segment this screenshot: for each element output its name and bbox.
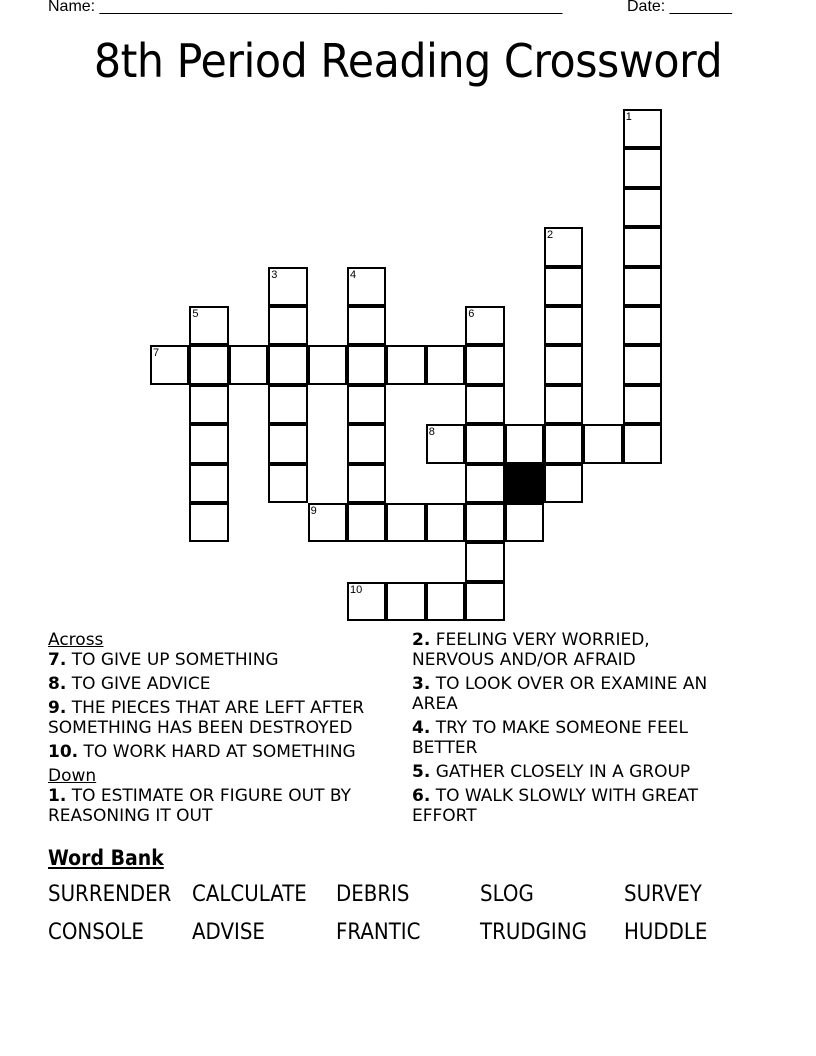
word-bank-item: HUDDLE [624,920,708,945]
clue-text: GATHER CLOSELY IN A GROUP [430,762,691,782]
crossword-cell[interactable] [189,385,228,424]
crossword-cell[interactable] [189,503,228,542]
word-bank-item: CONSOLE [48,920,144,945]
crossword-cell[interactable] [347,306,386,345]
clue-number: 8. [48,674,67,694]
clue-text: TO GIVE ADVICE [66,674,211,694]
crossword-cell[interactable] [268,306,307,345]
clue-number: 1. [48,786,67,806]
clue-number-label: 7 [153,347,160,360]
name-field[interactable]: Name: ____________________________________________________ [48,0,563,15]
crossword-cell[interactable] [623,109,662,148]
crossword-cell[interactable] [465,542,504,581]
crossword-cell[interactable] [544,267,583,306]
clue-text: TO GIVE UP SOMETHING [66,650,279,670]
crossword-cell[interactable] [347,267,386,306]
crossword-cell[interactable] [623,385,662,424]
crossword-cell[interactable] [544,464,583,503]
across-heading: Across [48,630,104,650]
crossword-cell[interactable] [623,345,662,384]
clue-number-label: 8 [428,426,435,439]
crossword-cell[interactable] [189,345,228,384]
crossword-cell[interactable] [505,503,544,542]
crossword-cell[interactable] [347,464,386,503]
clue-number-label: 10 [350,583,363,596]
crossword-black-cell [505,464,544,503]
word-bank-item: DEBRIS [336,882,410,907]
clue-number: 4. [412,718,431,738]
crossword-cell[interactable] [150,345,189,384]
down-heading: Down [48,766,97,786]
crossword-cell[interactable] [465,345,504,384]
crossword-cell[interactable] [347,424,386,463]
crossword-cell[interactable] [465,464,504,503]
crossword-cell[interactable] [544,306,583,345]
crossword-cell[interactable] [505,424,544,463]
clue-number: 5. [412,762,431,782]
clue-text: TO LOOK OVER OR EXAMINE AN AREA [412,674,708,714]
crossword-cell[interactable] [308,503,347,542]
clue-number: 7. [48,650,67,670]
crossword-cell[interactable] [623,188,662,227]
crossword-cell[interactable] [544,345,583,384]
clue-across-10 [48,742,393,762]
page-title: 8th Period Reading Crossword [93,34,723,88]
clue-down-3 [412,674,732,714]
crossword-cell[interactable] [623,306,662,345]
crossword-cell[interactable] [623,227,662,266]
crossword-cell[interactable] [347,385,386,424]
crossword-cell[interactable] [189,424,228,463]
clue-number: 2. [412,630,431,650]
crossword-cell[interactable] [268,464,307,503]
word-bank-item: SURVEY [624,882,702,907]
clue-down-4 [412,718,732,758]
crossword-cell[interactable] [268,424,307,463]
clue-number-label: 9 [310,505,317,517]
clue-number-label: 1 [625,111,632,123]
crossword-cell[interactable] [465,424,504,463]
crossword-cell[interactable] [347,503,386,542]
clue-number: 9. [48,698,67,718]
crossword-cell[interactable] [544,227,583,266]
clue-text: TO WORK HARD AT SOMETHING [78,742,356,762]
word-bank-item: CALCULATE [192,882,307,907]
crossword-cell[interactable] [465,503,504,542]
crossword-cell[interactable] [623,267,662,306]
crossword-cell[interactable] [426,345,465,384]
clue-number: 3. [412,674,431,694]
crossword-cell[interactable] [229,345,268,384]
crossword-cell[interactable] [623,424,662,463]
clue-across-8 [48,674,393,694]
clues-right-column [412,630,732,830]
crossword-cell[interactable] [465,582,504,621]
clue-text: TRY TO MAKE SOMEONE FEEL BETTER [412,718,688,758]
clue-down-5 [412,762,732,782]
crossword-cell[interactable] [544,424,583,463]
crossword-cell[interactable] [426,582,465,621]
word-bank-item: TRUDGING [480,920,587,945]
crossword-cell[interactable] [465,385,504,424]
crossword-cell[interactable] [268,267,307,306]
word-bank-title: Word Bank [48,846,164,870]
word-bank-item: SURRENDER [48,882,172,907]
word-bank-item: SLOG [480,882,534,907]
crossword-cell[interactable] [347,582,386,621]
crossword-cell[interactable] [347,345,386,384]
crossword-cell[interactable] [189,306,228,345]
crossword-cell[interactable] [583,424,622,463]
crossword-cell[interactable] [465,306,504,345]
clue-text: FEELING VERY WORRIED, NERVOUS AND/OR AFRAID [412,630,650,670]
crossword-cell[interactable] [308,345,347,384]
clue-number-label: 5 [192,308,199,320]
clue-down-6 [412,786,732,826]
word-bank-item: FRANTIC [336,920,421,945]
crossword-cell[interactable] [268,345,307,384]
clue-number-label: 4 [350,268,357,281]
crossword-cell[interactable] [386,503,425,542]
clue-text: THE PIECES THAT ARE LEFT AFTER SOMETHING HAS BEEN DESTROYED [48,698,365,738]
clue-number-label: 3 [271,268,278,281]
crossword-cell[interactable] [623,148,662,187]
clue-text: TO ESTIMATE OR FIGURE OUT BY REASONING IT OUT [48,786,351,826]
crossword-cell[interactable] [386,345,425,384]
crossword-cell[interactable] [544,385,583,424]
clue-down-2 [412,630,732,670]
clue-across-9 [48,698,393,738]
clues-left-column [48,630,393,830]
crossword-cell[interactable] [426,424,465,463]
crossword-cell[interactable] [268,385,307,424]
crossword-cell[interactable] [386,582,425,621]
date-field[interactable]: Date: _______ [627,0,732,15]
clue-across-7 [48,650,393,670]
clue-number-label: 6 [468,308,475,320]
clue-down-1 [48,786,393,826]
word-bank-item: ADVISE [192,920,265,945]
clue-number: 6. [412,786,431,806]
clue-text: TO WALK SLOWLY WITH GREAT EFFORT [412,786,699,826]
clue-number: 10. [48,742,79,762]
clue-number-label: 2 [547,229,554,242]
crossword-cell[interactable] [189,464,228,503]
crossword-cell[interactable] [426,503,465,542]
